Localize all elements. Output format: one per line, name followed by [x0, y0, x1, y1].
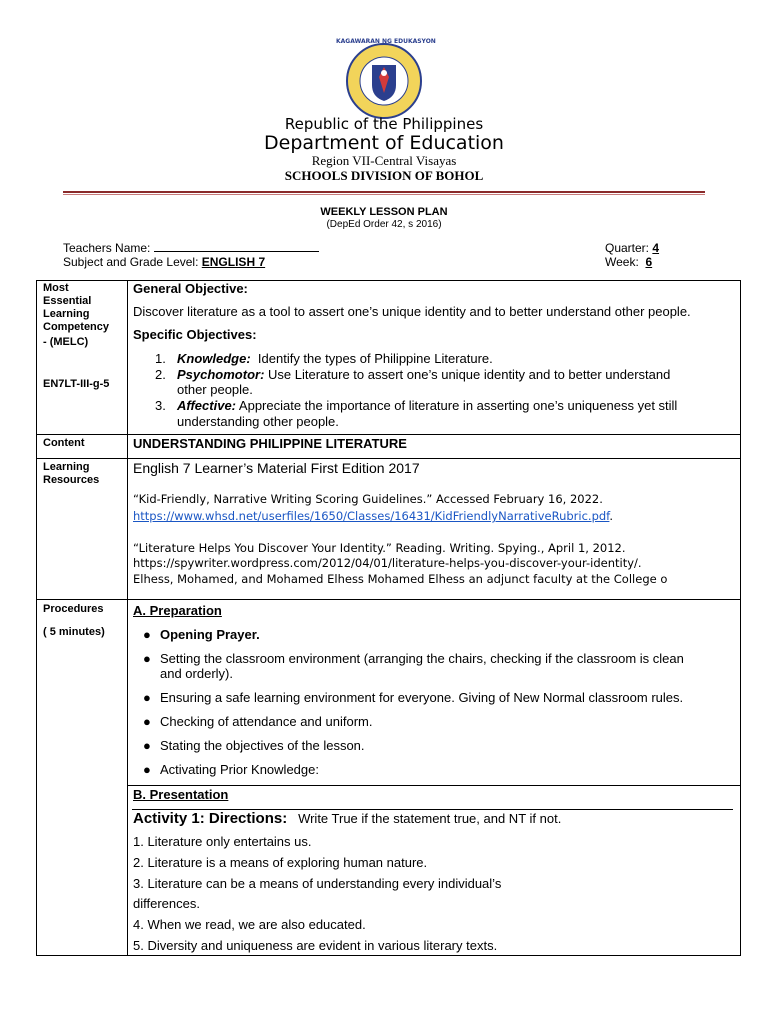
region-line: Region VII-Central Visayas [311, 153, 457, 168]
resource-ref-2: “Literature Helps You Discover Your Identity.” Reading. Writing. Spying., April 1, 2012. [133, 541, 626, 555]
general-objective-text: Discover literature as a tool to assert one’s unique identity and to better understand other people. [133, 304, 691, 319]
republic-line: Republic of the Philippines [284, 115, 484, 133]
resource-main: English 7 Learner’s Material First Edition 2017 [133, 460, 420, 476]
melc-label: Most Essential Learning Competency - (MELC) [43, 282, 110, 348]
seal-top-text: KAGAWARAN NG EDUKASYON [336, 38, 436, 45]
resource-ref-1-link[interactable]: https://www.whsd.net/userfiles/1650/Classes/16431/KidFriendlyNarrativeRubric.pdf [133, 509, 610, 523]
statement-item: 1. Literature only entertains us. [133, 834, 312, 849]
teachers-name-label: Teachers Name: [63, 241, 151, 255]
objective-knowledge: Knowledge: Identify the types of Philippine Literature. [177, 351, 493, 366]
deped-order: (DepEd Order 42, s 2016) [326, 219, 442, 230]
statement-item: 5. Diversity and uniqueness are evident in various literary texts. [133, 938, 498, 953]
bullet-icon: ● [143, 627, 151, 642]
bullet-icon: ● [143, 738, 151, 753]
teachers-name-blank [154, 241, 319, 252]
week-row [605, 255, 652, 269]
table-border-right [740, 280, 741, 956]
resource-ref-1-link-row: https://www.whsd.net/userfiles/1650/Classes/16431/KidFriendlyNarrativeRubric.pdf. [133, 509, 614, 523]
quarter-row [605, 241, 659, 255]
statement-item: 3. Literature can be a means of understanding every individual’s [133, 876, 502, 891]
week-label: Week: [605, 255, 639, 269]
content-value: UNDERSTANDING PHILIPPINE LITERATURE [133, 436, 407, 451]
table-border-left [36, 280, 37, 956]
resource-ref-2-url: https://spywriter.wordpress.com/2012/04/01/literature-helps-you-discover-your-identity/. [133, 556, 642, 570]
prep-item: Opening Prayer. [160, 627, 260, 642]
header-rule-thin [63, 194, 705, 195]
table-row-divider [36, 434, 741, 435]
division-line: SCHOOLS DIVISION OF BOHOL [284, 168, 484, 183]
bullet-icon: ● [143, 762, 151, 777]
statement-item: 2. Literature is a means of exploring human nature. [133, 855, 428, 870]
quarter-label: Quarter: [605, 241, 650, 255]
table-column-divider [127, 280, 128, 956]
table-border-bottom [36, 955, 741, 956]
quarter-value: 4 [652, 241, 660, 255]
subject-label: Subject and Grade Level: [63, 255, 199, 269]
objective-psychomotor-cont: other people. [177, 382, 253, 397]
bullet-icon: ● [143, 690, 151, 705]
objective-affective: Affective: Appreciate the importance of literature in asserting one’s uniqueness yet still [177, 398, 678, 413]
table-row-divider [36, 458, 741, 459]
bullet-icon: ● [143, 714, 151, 729]
objective-number: 1. [155, 351, 166, 366]
bullet-icon: ● [143, 651, 151, 666]
prep-item: Activating Prior Knowledge: [160, 762, 319, 777]
prep-item: Ensuring a safe learning environment for everyone. Giving of New Normal classroom rules. [160, 690, 684, 705]
melc-code: EN7LT-III-g-5 [43, 378, 110, 390]
objective-psychomotor: Psychomotor: Use Literature to assert one’s unique identity and to better understand [177, 367, 671, 382]
activity-header: Activity 1: Directions: Write True if the statement true, and NT if not. [133, 810, 562, 827]
objective-affective-cont: understanding other people. [177, 414, 339, 429]
prep-item: Checking of attendance and uniform. [160, 714, 373, 729]
deped-seal [336, 38, 436, 119]
content-label: Content [43, 437, 85, 449]
prep-item: Setting the classroom environment (arranging the chairs, checking if the classroom is clean [160, 651, 684, 666]
procedures-duration: ( 5 minutes) [43, 626, 105, 638]
prep-item-cont: and orderly). [160, 666, 233, 681]
objective-number: 3. [155, 398, 166, 413]
presentation-title: B. Presentation [133, 787, 229, 802]
procedures-section-divider [127, 785, 741, 786]
prep-item: Stating the objectives of the lesson. [160, 738, 365, 753]
week-value: 6 [645, 255, 653, 269]
teachers-name-row [63, 241, 319, 255]
specific-objectives-title: Specific Objectives: [133, 327, 257, 342]
statement-item: 4. When we read, we are also educated. [133, 917, 366, 932]
preparation-title: A. Preparation [133, 603, 222, 618]
plan-title: WEEKLY LESSON PLAN [320, 206, 448, 218]
general-objective-title: General Objective: [133, 281, 248, 296]
resource-ref-3: Elhess, Mohamed, and Mohamed Elhess Mohamed Elhess an adjunct faculty at the College o [133, 572, 668, 586]
table-row-divider [36, 599, 741, 600]
subject-value: ENGLISH 7 [201, 255, 266, 269]
statement-item-cont: differences. [133, 896, 200, 911]
subject-row [63, 255, 265, 269]
department-title: Department of Education [264, 132, 504, 154]
resource-ref-1: “Kid-Friendly, Narrative Writing Scoring Guidelines.” Accessed February 16, 2022. [133, 492, 603, 506]
objective-number: 2. [155, 367, 166, 382]
procedures-label: Procedures [43, 603, 104, 615]
header-rule [63, 191, 705, 193]
learning-resources-label: Learning Resources [43, 461, 100, 486]
